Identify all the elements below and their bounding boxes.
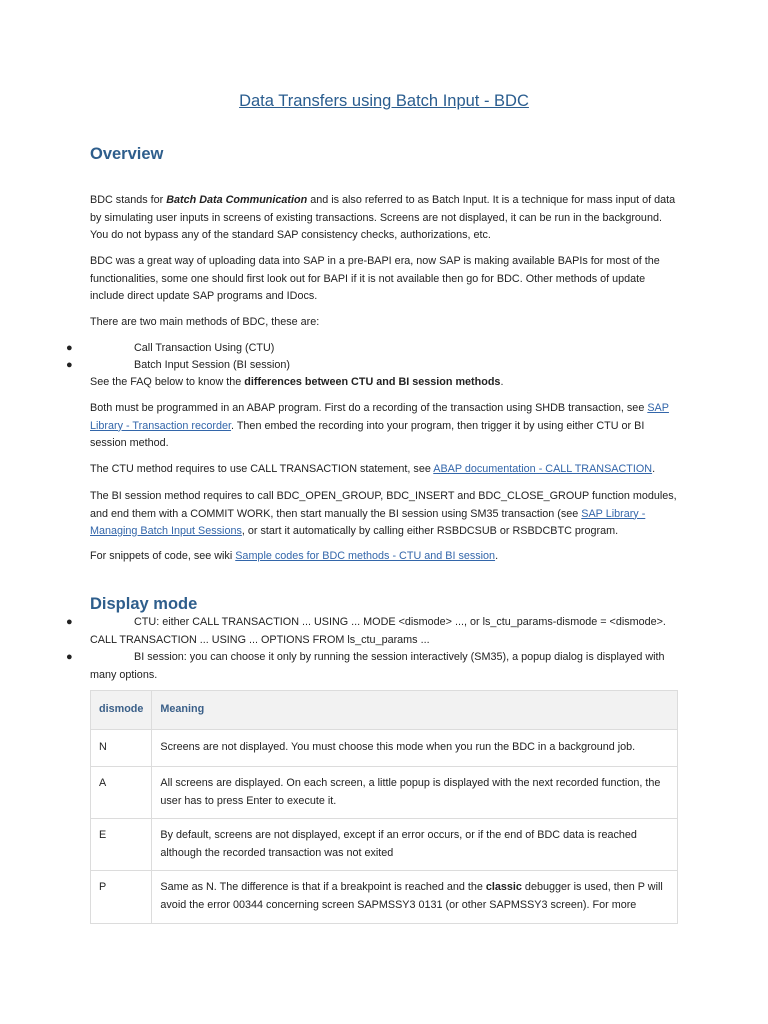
dismode-meaning: Same as N. The difference is that if a breakpoint is reached and the classic debugger is used, then P will avoid the error 00344 concerning screen SAPMSSY3 0131 (or other SAPMSSY3 screen). For more bbox=[152, 871, 678, 924]
display-mode-list-item: ● CTU: either CALL TRANSACTION ... USING ... MODE <dismode> ..., or ls_ctu_params-dismode = <dismode>. CALL TRANSACTION ... USING ... OPTIONS FROM ls_ctu_params ... bbox=[66, 616, 666, 646]
dismode-meaning: By default, screens are not displayed, except if an error occurs, or if the end of BDC data is reached although the recorded transaction was not exited bbox=[152, 819, 678, 871]
overview-heading: Overview bbox=[90, 145, 164, 163]
table-row bbox=[91, 767, 678, 819]
transaction-recorder-link[interactable]: SAP Library - Transaction recorder bbox=[90, 402, 669, 432]
overview-paragraph-3: There are two main methods of BDC, these are: bbox=[90, 316, 320, 328]
overview-paragraph-5: The CTU method requires to use CALL TRANSACTION statement, see ABAP documentation - CALL TRANSACTION. bbox=[90, 463, 656, 475]
faq-paragraph: See the FAQ below to know the differences between CTU and BI session methods. bbox=[90, 376, 504, 388]
dismode-meaning: Screens are not displayed. You must choose this mode when you run the BDC in a background job. bbox=[152, 730, 678, 767]
overview-paragraph-4: Both must be programmed in an ABAP program. First do a recording of the transaction using SHDB transaction, see SAP Library - Transaction recorder. Then embed the recording into your program, then trigger it by using either CTU or BI session method. bbox=[90, 402, 669, 449]
bullet-icon: ● bbox=[66, 342, 73, 354]
overview-paragraph-7: For snippets of code, see wiki Sample codes for BDC methods - CTU and BI session. bbox=[90, 550, 499, 562]
display-mode-heading: Display mode bbox=[90, 595, 198, 613]
overview-paragraph-6: The BI session method requires to call BDC_OPEN_GROUP, BDC_INSERT and BDC_CLOSE_GROUP function modules, and end them with a COMMIT WORK, then start manually the BI session using SM35 transaction (see SAP Library - Managing Batch Input Sessions, or start it automatically by calling either RSBDCSUB or RSBDCBTC program. bbox=[90, 490, 677, 537]
dismode-meaning: All screens are displayed. On each screen, a little popup is displayed with the next recorded function, the user has to press Enter to execute it. bbox=[152, 767, 678, 819]
bdc-term: Batch Data Communication bbox=[166, 194, 308, 206]
table-header-meaning: Meaning bbox=[152, 691, 678, 730]
sample-codes-link[interactable]: Sample codes for BDC methods - CTU and BI session bbox=[235, 550, 496, 562]
table-header-row bbox=[91, 691, 678, 730]
dismode-code: N bbox=[91, 730, 152, 767]
dismode-table bbox=[90, 690, 678, 924]
method-list-item: ● Call Transaction Using (CTU) bbox=[90, 340, 680, 358]
display-mode-list-item: ● BI session: you can choose it only by running the session interactively (SM35), a popup dialog is displayed with many options. bbox=[66, 651, 665, 681]
bullet-icon: ● bbox=[66, 616, 73, 628]
dismode-code: P bbox=[91, 871, 152, 924]
dismode-code: E bbox=[91, 819, 152, 871]
table-row bbox=[91, 819, 678, 871]
table-row bbox=[91, 871, 678, 924]
table-header-dismode: dismode bbox=[91, 691, 152, 730]
bullet-icon: ● bbox=[66, 651, 73, 663]
dismode-code: A bbox=[91, 767, 152, 819]
overview-paragraph-2: BDC was a great way of uploading data into SAP in a pre-BAPI era, now SAP is making available BAPIs for most of the functionalities, some one should first look out for BAPI if it is not available then go for BDC. Other methods of update include direct update SAP programs and IDocs. bbox=[90, 255, 660, 302]
table-row bbox=[91, 730, 678, 767]
bullet-icon: ● bbox=[66, 359, 73, 371]
overview-paragraph-1: BDC stands for Batch Data Communication and is also referred to as Batch Input. It is a technique for mass input of data by simulating user inputs in screens of existing transactions. Screens are not displayed, it can be run in the background. You do not bypass any of the standard SAP consistency checks, authorizations, etc. bbox=[90, 194, 676, 241]
document-title: Data Transfers using Batch Input - BDC bbox=[239, 92, 529, 110]
call-transaction-doc-link[interactable]: ABAP documentation - CALL TRANSACTION bbox=[433, 463, 653, 475]
method-list-item: ● Batch Input Session (BI session) bbox=[90, 357, 680, 375]
batch-input-sessions-link[interactable]: SAP Library - Managing Batch Input Sessions bbox=[90, 507, 646, 537]
